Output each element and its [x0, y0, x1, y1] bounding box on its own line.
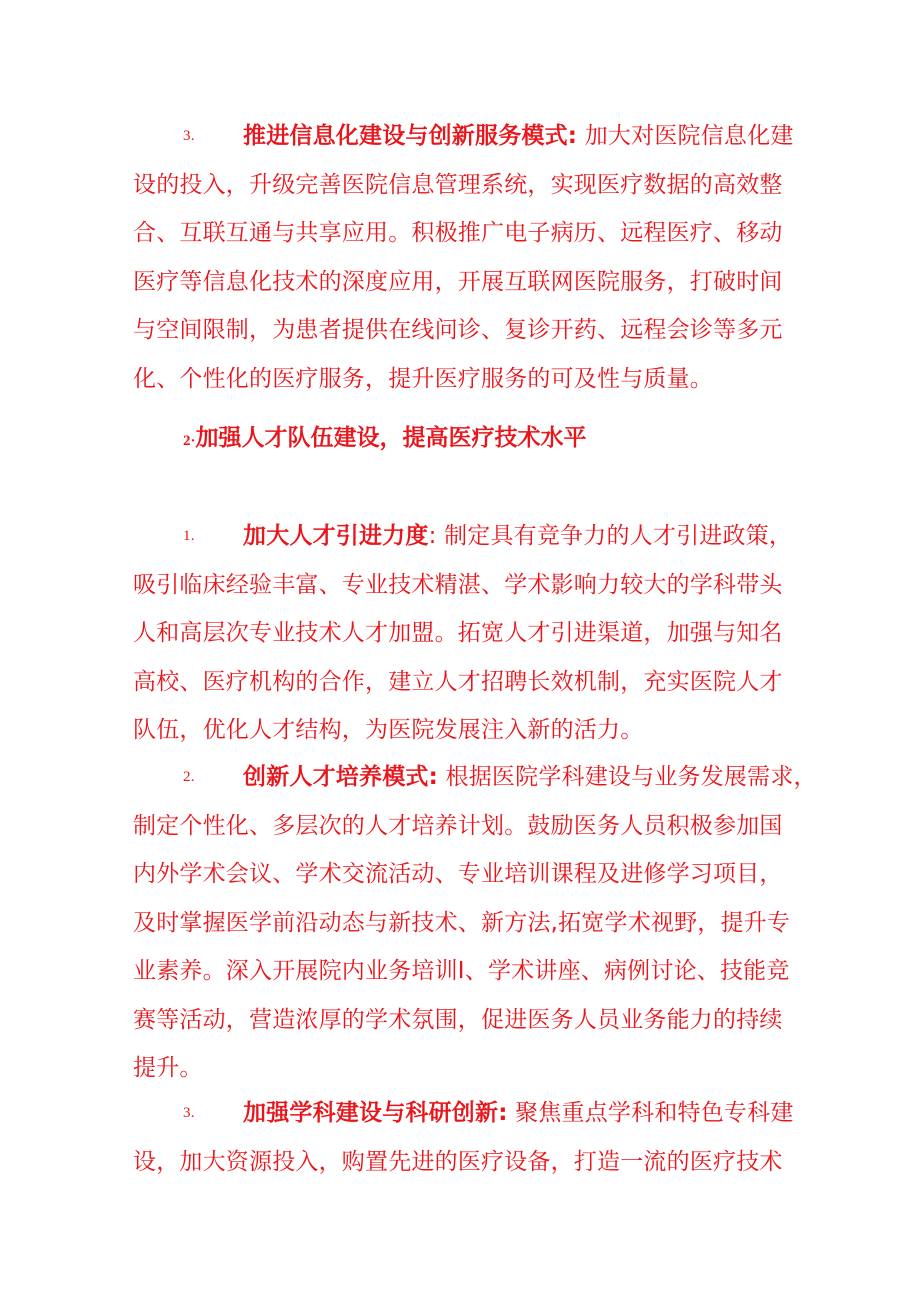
paragraph-talent-training — [133, 753, 817, 1093]
paragraph-first-line — [133, 512, 813, 561]
text-line: 赛等活动，营造浓厚的学术氛围，促进医务人员业务能力的持续 — [133, 1006, 783, 1033]
text-line: 设，加大资源投入，购置先进的医疗设备，打造一流的医疗技术 — [133, 1148, 783, 1175]
item-title: 加强学科建设与科研创新: — [243, 1100, 508, 1126]
text-line: 制定个性化、多层次的人才培养计划。鼓励医务人员积极参加国 — [133, 812, 783, 839]
text-line: 聚焦重点学科和特色专科建 — [515, 1100, 794, 1126]
item-title: 创新人才培养模式: — [243, 764, 438, 790]
text-line: 与空间限制，为患者提供在线问诊、复诊开药、远程会诊等多元 — [133, 317, 783, 343]
text-line: 高校、医疗机构的合作，建立人才招聘长效机制，充实医院人才 — [133, 668, 783, 695]
heading-title: 加强人才队伍建设，提高医疗技术水平 — [195, 425, 587, 451]
text-line: 根据医院学科建设与业务发展需求， — [445, 764, 817, 790]
paragraph-talent-introduction — [133, 512, 813, 755]
text-line: : 制定具有竞争力的人才引进政策， — [428, 523, 793, 549]
text-line: 内外学术会议、学术交流活动、专业培训课程及进修学习项目， — [133, 861, 783, 887]
text-line: 设的投入，升级完善医院信息管理系统，实现医疗数据的高效整 — [133, 171, 783, 198]
item-title: 加大人才引进力度 — [243, 523, 429, 549]
item-title: 推进信息化建设与创新服务模式: — [243, 123, 578, 149]
heading-number: 2· — [183, 433, 196, 449]
text-line: 加大对医院信息化建 — [584, 123, 794, 149]
text-line: 合、互联互通与共享应用。积极推广电子病历、远程医疗、移动 — [133, 220, 783, 246]
item-number: 3. — [183, 1105, 195, 1121]
paragraph-first-line — [133, 112, 813, 161]
text-line: 医疗等信息化技术的深度应用，开展互联网医院服务，打破时间 — [133, 268, 783, 295]
section-heading — [183, 414, 587, 466]
item-number: 1. — [183, 528, 195, 544]
paragraph-first-line — [133, 1089, 813, 1138]
text-line: 队伍，优化人才结构，为医院发展注入新的活力。 — [133, 717, 644, 743]
text-line: 吸引临床经验丰富、专业技术精湛、学术影响力较大的学科带头 — [133, 571, 783, 598]
text-line: 业素养。深入开展院内业务培训I、学术讲座、病例讨论、技能竞 — [133, 958, 790, 984]
paragraph-first-line — [133, 753, 817, 802]
text-line: 提升。 — [133, 1055, 203, 1081]
text-line: 化、个性化的医疗服务，提升医疗服务的可及性与质量。 — [133, 365, 713, 392]
item-number: 3. — [183, 128, 195, 144]
text-line: 及时掌握医学前沿动态与新技术、新方法,拓宽学术视野，提升专 — [133, 909, 791, 936]
paragraph-discipline-research — [133, 1089, 813, 1186]
item-number: 2. — [183, 769, 195, 785]
paragraph-informatization — [133, 112, 813, 403]
text-line: 人和高层次专业技术人才加盟。拓宽人才引进渠道，加强与知名 — [133, 620, 783, 646]
